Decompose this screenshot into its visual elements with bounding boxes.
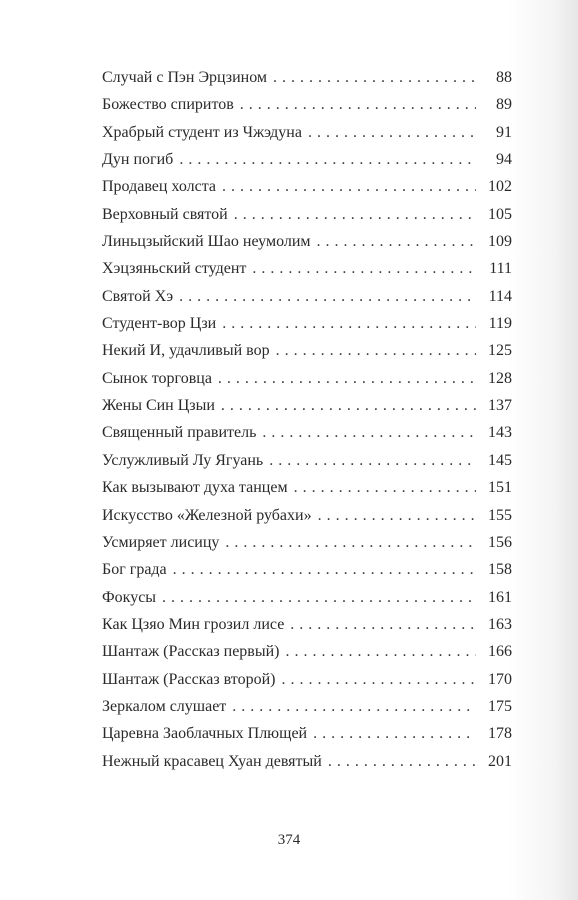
toc-page-number: 105 [488, 205, 512, 223]
toc-title: Святой Хэ [102, 287, 174, 305]
toc-page-number: 91 [496, 123, 512, 141]
dot-leader [225, 529, 476, 556]
toc-title: Священный правитель [102, 424, 257, 442]
toc-title: Фокусы [102, 588, 157, 606]
dot-leader [318, 502, 476, 529]
toc-title: Шантаж (Рассказ первый) [102, 643, 280, 661]
toc-title: Как вызывают духа танцем [102, 479, 288, 497]
toc-page-number: 158 [488, 561, 512, 579]
dot-leader [232, 693, 476, 720]
toc-page-number: 109 [488, 233, 512, 251]
toc-page-number: 143 [488, 424, 512, 442]
toc-title: Линьцзыйский Шао неумолим [102, 233, 311, 251]
toc-page-number: 166 [488, 643, 512, 661]
dot-leader [222, 173, 476, 200]
dot-leader [276, 337, 476, 364]
toc-title: Дун погиб [102, 151, 174, 169]
dot-leader [221, 392, 476, 419]
toc-page-number: 111 [489, 260, 512, 278]
table-of-contents [102, 64, 512, 775]
dot-leader [173, 556, 476, 583]
dot-leader [281, 666, 476, 693]
toc-page-number: 88 [496, 69, 512, 86]
toc-entry [102, 529, 512, 556]
toc-entry [102, 502, 512, 529]
dot-leader [290, 611, 476, 638]
dot-leader [308, 119, 476, 146]
toc-entry [102, 119, 512, 146]
toc-page-number: 151 [488, 479, 512, 497]
dot-leader [240, 91, 476, 118]
dot-leader [162, 584, 476, 611]
toc-title: Услужливый Лу Ягуань [102, 451, 264, 469]
toc-entry [102, 337, 512, 364]
dot-leader [218, 365, 476, 392]
toc-entry [102, 91, 512, 118]
toc-page-number: 170 [488, 670, 512, 688]
toc-entry [102, 474, 512, 501]
page-number: 374 [277, 832, 301, 848]
toc-title: Сынок торговца [102, 369, 212, 387]
toc-page-number: 125 [488, 342, 512, 360]
dot-leader [252, 255, 476, 282]
toc-title: Продавец холста [102, 178, 217, 196]
toc-title: Зеркалом слушает [102, 697, 227, 715]
toc-entry [102, 64, 512, 91]
toc-entry [102, 447, 512, 474]
toc-page-number: 175 [488, 697, 512, 715]
toc-title: Жены Син Цзыи [102, 397, 215, 415]
toc-entry [102, 255, 512, 282]
toc-page-number: 94 [496, 151, 512, 169]
toc-title: Божество спиритов [102, 96, 234, 114]
toc-page-number: 145 [488, 451, 512, 469]
toc-page-number: 102 [488, 178, 512, 196]
dot-leader [317, 228, 476, 255]
toc-title: Усмиряет лисицу [102, 533, 220, 551]
toc-title: Искусство «Железной рубахи» [102, 506, 312, 524]
toc-entry [102, 365, 512, 392]
toc-title: Царевна Заоблачных Плющей [102, 725, 308, 743]
dot-leader [313, 720, 476, 747]
toc-title: Некий И, удачливый вор [102, 342, 270, 360]
toc-entry [102, 419, 512, 446]
toc-title: Студент-вор Цзи [102, 315, 217, 333]
dot-leader [294, 474, 476, 501]
toc-entry [102, 666, 512, 693]
toc-entry [102, 748, 512, 775]
toc-page-number: 137 [488, 397, 512, 415]
toc-entry [102, 556, 512, 583]
toc-entry [102, 146, 512, 173]
toc-title: Храбрый студент из Чжэдуна [102, 123, 302, 141]
toc-page-number: 119 [488, 315, 512, 333]
toc-page-number: 155 [488, 506, 512, 524]
toc-entry [102, 173, 512, 200]
dot-leader [222, 310, 476, 337]
dot-leader [262, 419, 476, 446]
toc-entry [102, 638, 512, 665]
dot-leader [273, 64, 476, 91]
toc-page-number: 128 [488, 369, 512, 387]
toc-title: Бог града [102, 561, 167, 579]
toc-title: Хэцзяньский студент [102, 260, 247, 278]
toc-entry [102, 611, 512, 638]
toc-page-number: 89 [496, 96, 512, 114]
dot-leader [234, 201, 476, 228]
toc-entry [102, 228, 512, 255]
dot-leader [328, 748, 476, 775]
dot-leader [269, 447, 476, 474]
toc-page-number: 156 [488, 533, 512, 551]
toc-title: Нежный красавец Хуан девятый [102, 752, 322, 770]
dot-leader [286, 638, 477, 665]
toc-entry [102, 310, 512, 337]
dot-leader [179, 283, 476, 310]
toc-entry [102, 392, 512, 419]
toc-entry [102, 201, 512, 228]
toc-title: Как Цзяо Мин грозил лисе [102, 615, 285, 633]
toc-entry [102, 693, 512, 720]
dot-leader [179, 146, 476, 173]
toc-entry [102, 720, 512, 747]
toc-page-number: 178 [488, 725, 512, 743]
toc-title: Шантаж (Рассказ второй) [102, 670, 276, 688]
toc-entry [102, 584, 512, 611]
toc-page-number: 201 [488, 752, 512, 770]
toc-title: Случай с Пэн Эрцзином [102, 69, 268, 86]
toc-page-number: 163 [488, 615, 512, 633]
toc-title: Верховный святой [102, 205, 228, 223]
toc-page-number: 161 [488, 588, 512, 606]
toc-page-number: 114 [488, 287, 512, 305]
toc-entry [102, 283, 512, 310]
